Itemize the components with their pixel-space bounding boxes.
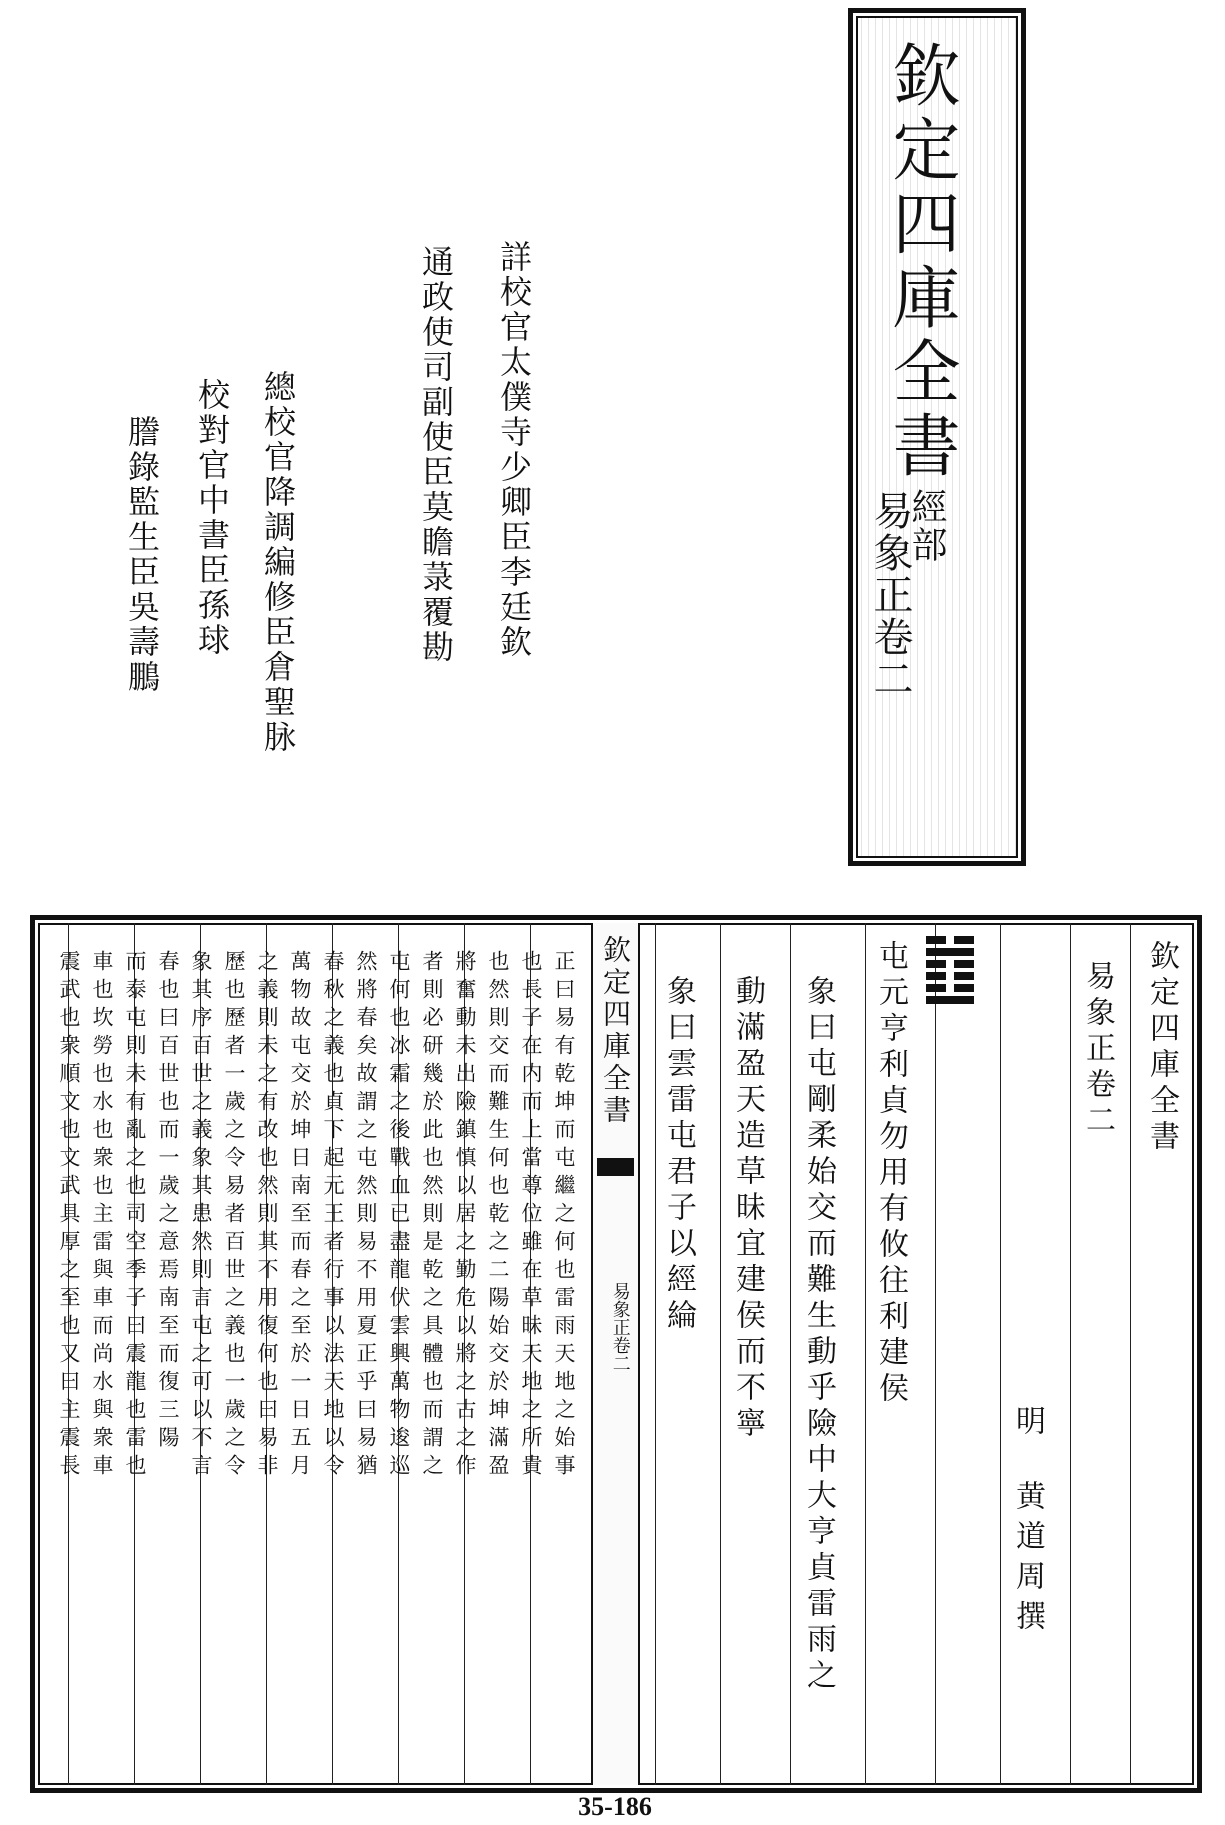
column-rule: [935, 923, 936, 1785]
main-text-line: 象曰雲雷屯君子以經綸: [661, 975, 696, 1335]
fishtail-subtitle: 易象正卷二: [609, 1282, 631, 1372]
commentary-line: 正曰易有乾坤而屯繼之何也雷雨天地之始事: [552, 950, 576, 1482]
column-rule: [1000, 923, 1001, 1785]
author-name: 黄道周撰: [1010, 1480, 1045, 1640]
book-volume-title: 易象正卷二: [1080, 960, 1115, 1140]
author-dynasty: 明: [1010, 1405, 1045, 1441]
commentary-line: 屯何也冰霜之後戰血已盡龍伏雲興萬物逡巡: [387, 950, 411, 1482]
credit-reviewer: 通政使司副使臣莫瞻菉覆勘: [417, 245, 455, 665]
hexagram-zhun-icon: [926, 936, 974, 1006]
commentary-line: 歷也歷者一歲之令易者百世之義也一歲之令: [222, 950, 246, 1482]
fishtail-mark: [597, 1158, 634, 1176]
main-text-line: 動滿盈天造草昧宜建侯而不寧: [730, 975, 765, 1443]
column-rule: [865, 923, 866, 1785]
cover-category: 經部: [906, 488, 947, 564]
commentary-line: 將奮動未出險鎮慎以居之勤危以將之古之作: [453, 950, 477, 1482]
commentary-line: 然將春矣故謂之屯然則易不用夏正乎曰易猶: [354, 950, 378, 1482]
credit-collator: 校對官中書臣孫球: [193, 378, 231, 658]
commentary-line: 車也坎勞也水也衆也主雷與車而尚水與衆車: [90, 950, 114, 1482]
commentary-line: 者則必研幾於此也然則是乾之具體也而謂之: [420, 950, 444, 1482]
commentary-line: 震武也衆順文也文武具厚之至也又曰主震長: [57, 950, 81, 1482]
credit-copyist: 謄錄監生臣吳壽鵬: [123, 415, 161, 695]
page-header-title: 欽定四庫全書: [1144, 940, 1179, 1156]
credit-chief-proofreader: 總校官降調編修臣倉聖脉: [259, 370, 297, 755]
commentary-line: 春秋之義也貞下起元王者行事以法天地以令: [321, 950, 345, 1482]
commentary-line: 春也曰百世也而一歲之意焉南至而復三陽: [156, 950, 180, 1454]
main-text-line: 象曰屯剛柔始交而難生動乎險中大亨貞雷雨之: [801, 975, 836, 1695]
main-text-line: 屯元亨利貞勿用有攸往利建侯: [873, 940, 908, 1408]
credit-proofreader-detail: 詳校官太僕寺少卿臣李廷欽: [495, 240, 533, 660]
column-rule: [790, 923, 791, 1785]
commentary-line: 而泰屯則未有亂之也司空季子曰震龍也雷也: [123, 950, 147, 1482]
column-rule: [1070, 923, 1071, 1785]
commentary-line: 也長子在内而上當尊位雖在草昧天地之所貴: [519, 950, 543, 1482]
commentary-line: 象其序百世之義象其患然則言屯之可以不言: [189, 950, 213, 1482]
cover-volume: 易象正卷二: [867, 490, 913, 700]
fishtail-title: 欽定四庫全書: [599, 935, 632, 1127]
column-rule: [655, 923, 656, 1785]
commentary-line: 也然則交而難生何也乾之二陽始交於坤滿盈: [486, 950, 510, 1482]
commentary-line: 之義則未之有改也然則其不用復何也曰易非: [255, 950, 279, 1482]
column-rule: [720, 923, 721, 1785]
page-number: 35-186: [578, 1792, 652, 1821]
commentary-line: 萬物故屯交於坤日南至而春之至於一日五月: [288, 950, 312, 1482]
cover-title: 欽定四庫全書: [881, 40, 960, 484]
column-rule: [1130, 923, 1131, 1785]
